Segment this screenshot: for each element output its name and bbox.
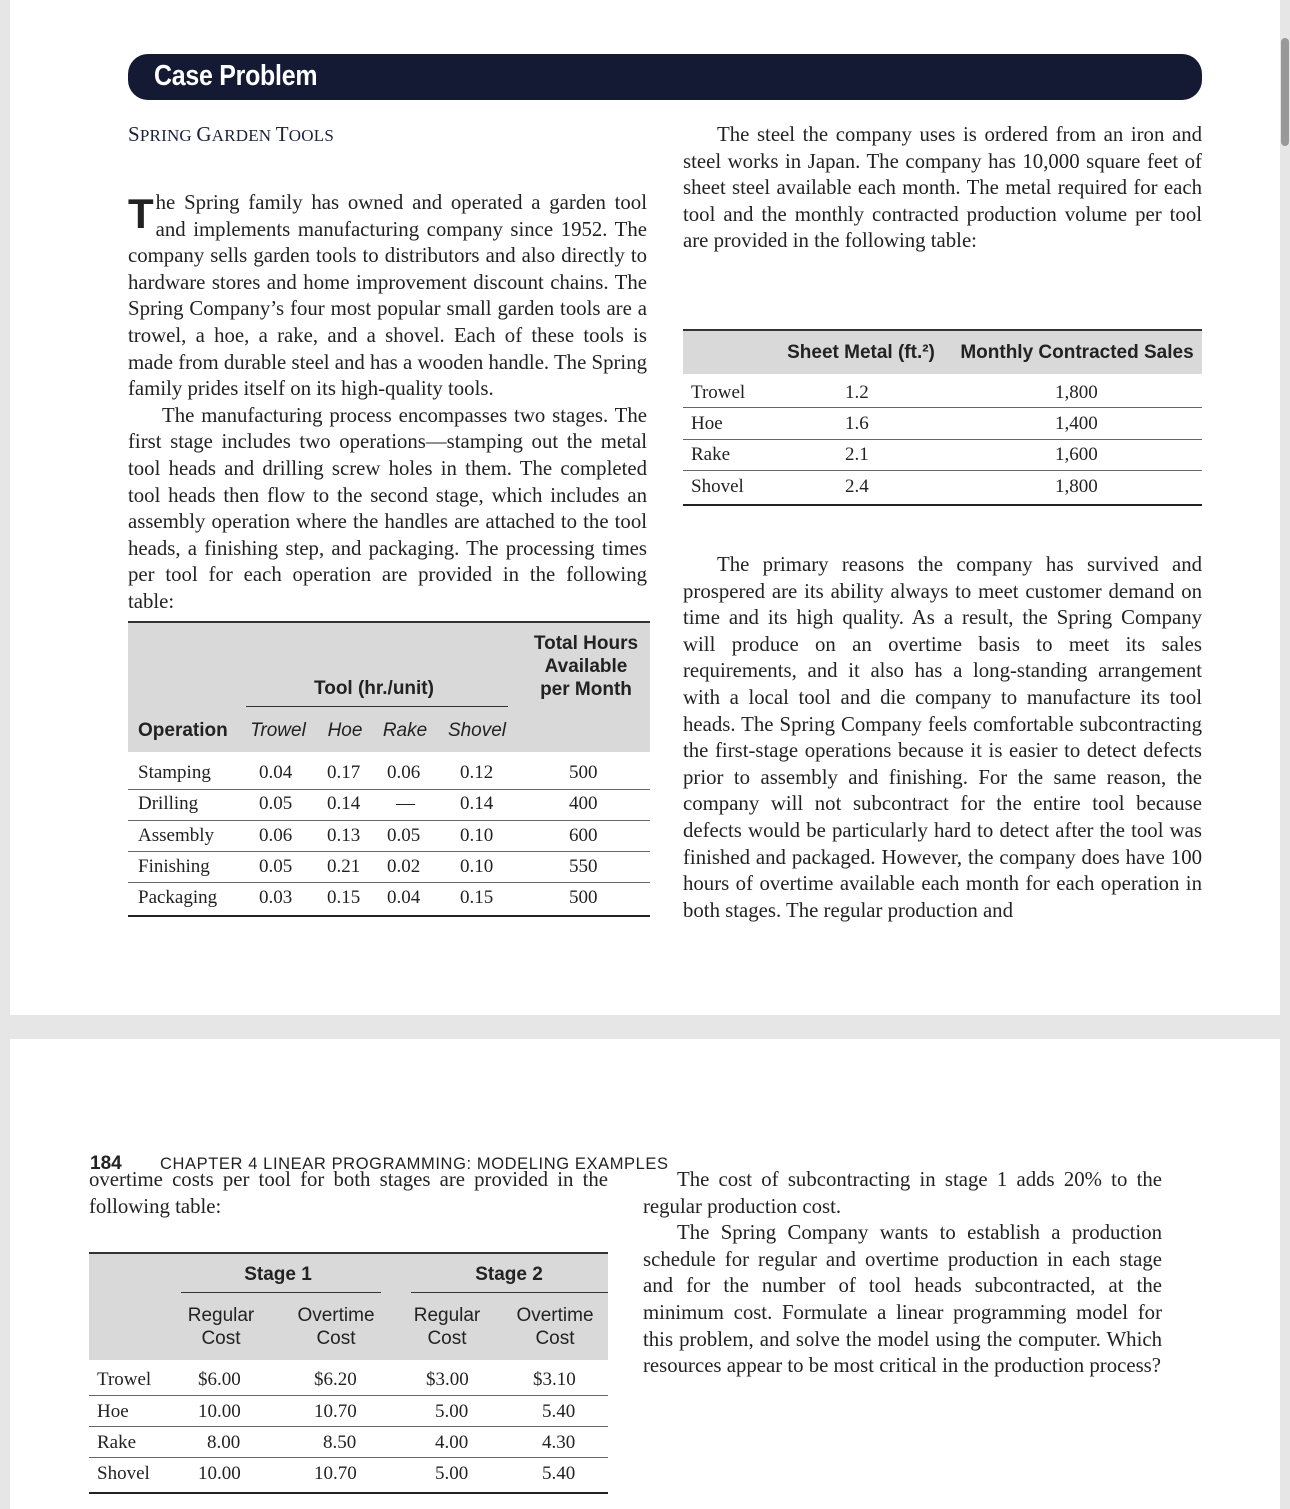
col-hoe: Hoe (327, 720, 363, 741)
col-trowel: Trowel (250, 720, 306, 741)
col-s2-overtime: Overtime (516, 1305, 594, 1326)
running-head: CHAPTER 4 LINEAR PROGRAMMING: MODELING EXAMPLES (160, 1155, 669, 1173)
total-hours-header-3: per Month (540, 679, 632, 700)
page-number: 184 (90, 1153, 122, 1174)
total-hours-header-2: Available (544, 656, 628, 677)
case-problem-banner (128, 54, 1202, 100)
intro-paragraph: The Spring family has owned and operated a garden tool and implements manufacturing company since 1952. The company sells garden tools to distributors and also directly to hardware stores and home improvement discount chains. The Spring Company’s four most popular small garden tools are a trowel, a hoe, a rake, and a shovel. Each of these tools is made from durable steel and has a wooden handle. The Spring family prides itself on its high-quality tools. (128, 190, 647, 401)
col-sheet-metal: Sheet Metal (ft.²) (787, 342, 935, 363)
group-header: Tool (hr./unit) (314, 678, 434, 699)
total-hours-header-1: Total Hours (533, 633, 639, 654)
col-monthly-sales: Monthly Contracted Sales (960, 342, 1194, 363)
reasons-paragraph: The primary reasons the company has survived and prospered are its ability always to meet customer demand on time and its high quality. As a result, the Spring Company will produce on an overtime basis to meet its sales requirements, and it also has a long-standing arrangement with a local tool and die company to manufacture its tool heads. The Spring Company feels comfortable subcontracting the first-stage operations because it is easier to detect defects prior to assembly and finishing. For the same reason, the company will not subcontract for the entire tool because defects would be particularly hard to detect after the tool was finished and packaged. However, the company does have 100 hours of overtime available each month for each operation in both stages. The regular production and (683, 553, 1202, 922)
sheet-metal-table: Sheet Metal (ft.²) Monthly Contracted Sales Trowel 1.2 1,800 Hoe 1.6 1,400 Rake 2.1 1,600 Shovel 2.4 1,800 (683, 329, 1202, 509)
left-column-text (89, 1167, 608, 1220)
subcontract-paragraph: The cost of subcontracting in stage 1 adds 20% to the regular production cost. (643, 1168, 1162, 1218)
task-paragraph: The Spring Company wants to establish a production schedule for regular and overtime production in each stage and for the number of tool heads subcontracted, at the minimum cost. Formulate a linear programming model for this problem, and solve the model using the computer. Which resources appear to be most critical in the production process? (643, 1221, 1162, 1378)
col-s2-regular: Regular (413, 1305, 481, 1326)
process-paragraph: The manufacturing process encompasses two stages. The first stage includes two operations—stamping out the metal tool heads and drilling screw holes in them. The completed tool heads then flow to the second stage, which includes an assembly operation where the handles are attached to the tool heads, a finishing step, and packaging. The processing times per tool for each operation are provided in the following table: (128, 403, 647, 613)
col-s1-overtime: Overtime (297, 1305, 375, 1326)
left-column-text (128, 190, 647, 616)
col-operation: Operation (138, 720, 228, 741)
group-underline (246, 706, 508, 707)
cost-table: Stage 1 Stage 2 Regular Cost Overtime Cost Regular Cost Overtime Cost Trowel $6.00 $6.20 $3.00 $3.10 Hoe 10.00 10.70 5.00 5.40 Rake 8.00 8.50 4.00 4.30 Shovel 10.00 10.70 5.00 5.40 (89, 1252, 608, 1497)
banner-title: Case Problem (154, 60, 318, 92)
drop-cap: T (128, 190, 154, 237)
steel-paragraph: The steel the company uses is ordered from an iron and steel works in Japan. The company has 10,000 square feet of sheet steel available each month. The metal required for each tool and the monthly contracted production volume per tool are provided in the following table: (683, 123, 1202, 253)
case-title: SPRING GARDEN TOOLS (128, 122, 334, 146)
right-column-text (643, 1167, 1162, 1380)
col-shovel: Shovel (447, 720, 507, 741)
col-s1-regular: Regular (187, 1305, 255, 1326)
stage1-header: Stage 1 (244, 1264, 312, 1285)
scrollbar-thumb[interactable] (1281, 38, 1289, 146)
costs-intro-paragraph: overtime costs per tool for both stages are provided in the following table: (89, 1168, 608, 1218)
col-rake: Rake (382, 720, 428, 741)
operations-table: Tool (hr./unit) Total Hours Available per Month Operation Trowel Hoe Rake Shovel Stamping 0.04 0.17 0.06 0.12 500 Drilling 0.05 0.14 — 0.14 400 Assembly 0.06 0.13 0.05 0.10 600 Finishing 0.05 0.21 0.02 0.10 550 Packaging 0.03 0.15 0.04 0.15 500 (128, 621, 650, 918)
textbook-page-top (10, 0, 1280, 1015)
textbook-page-bottom (10, 1039, 1280, 1509)
stage2-header: Stage 2 (475, 1264, 543, 1285)
